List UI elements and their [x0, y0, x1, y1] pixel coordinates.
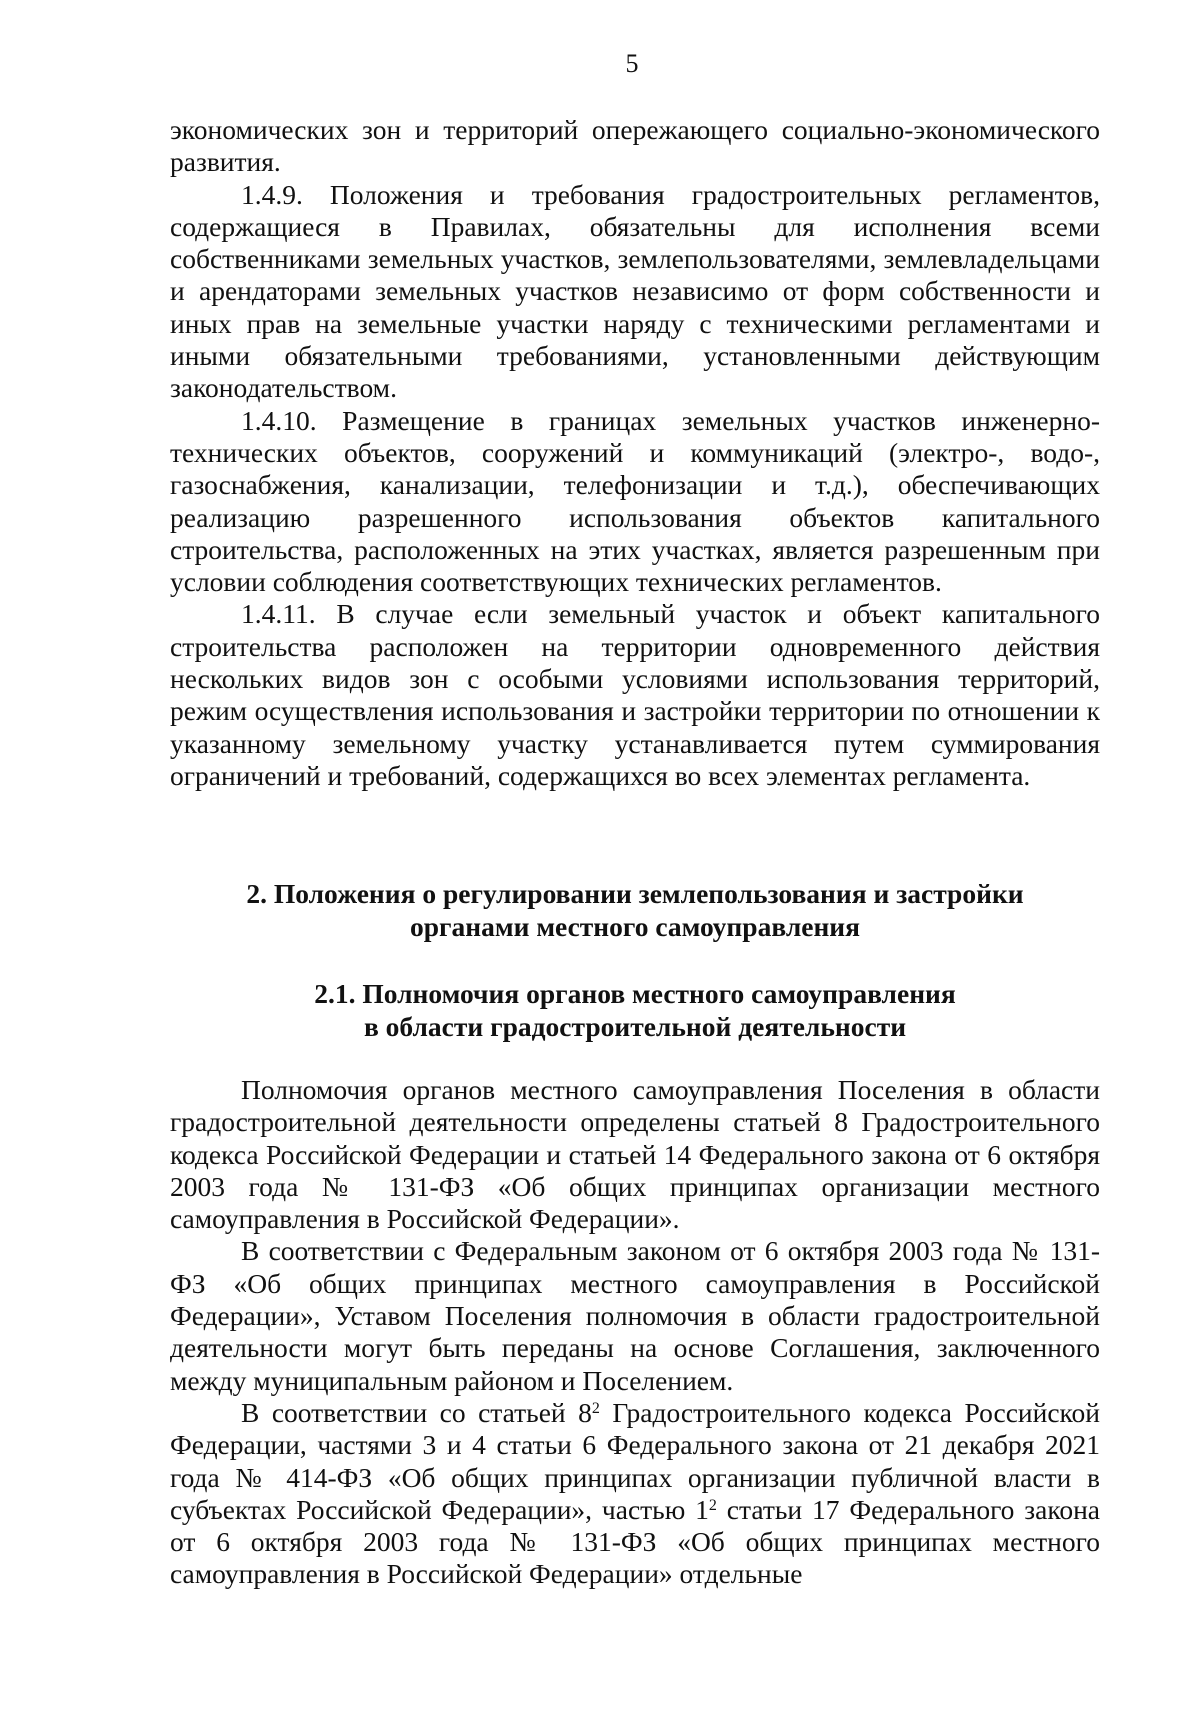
paragraph-article-text-c: статьи 17 Федерального закона от 6 октября 2003 года № 131-ФЗ «Об общих принципах местного самоуправления в Российской Федерации» отдельные: [170, 1493, 1100, 1590]
paragraph-federal-law: В соответствии с Федеральным законом от 6 октября 2003 года № 131-ФЗ «Об общих принципах местного самоуправления в Российской Федерации», Уставом Поселения полномочия в области градостроительной деятельности могут быть переданы на основе Соглашения, заключенного между муниципальным районом и Поселением.: [170, 1235, 1100, 1396]
superscript-2: 2: [708, 1496, 717, 1514]
paragraph-1-4-9: 1.4.9. Положения и требования градостроительных регламентов, содержащиеся в Правилах, обязательны для исполнения всеми собственниками земельных участков, землепользователями, землевладельцами и арендаторами земельных участков независимо от форм собственности и иных прав на земельные участки наряду с техническими регламентами и иными обязательными требованиями, установленными действующим законодательством.: [170, 178, 1100, 404]
section-2-heading: [170, 877, 1100, 943]
paragraph-1-4-11: 1.4.11. В случае если земельный участок и объект капитального строительства расположен на территории одновременного действия нескольких видов зон с особыми условиями использования территорий, режим осуществления использования и застройки территории по отношении к указанному земельному участку устанавливается путем суммирования ограничений и требований, содержащихся во всех элементах регламента.: [170, 598, 1100, 791]
paragraph-article-text-b: Градостроительного кодекса Российской Федерации, частями 3 и 4 статьи 6 Федерального закона от 21 декабря 2021 года № 414-ФЗ «Об общих принципах организации публичной власти в субъектах Российской Федерации», частью 1: [170, 1396, 1100, 1525]
page-number: 5: [625, 49, 639, 78]
section-2-1-heading: [170, 977, 1100, 1043]
section-2-heading-line-1: 2. Положения о регулировании землепользования и застройки: [246, 878, 1024, 909]
paragraph-authority: Полномочия органов местного самоуправления Поселения в области градостроительной деятельности определены статьей 8 Градостроительного кодекса Российской Федерации и статьей 14 Федерального закона от 6 октября 2003 года № 131-ФЗ «Об общих принципах организации местного самоуправления в Российской Федерации».: [170, 1074, 1100, 1235]
section-2-1-heading-line-2: в области градостроительной деятельности: [363, 1011, 907, 1042]
section-2-heading-line-2: органами местного самоуправления: [409, 911, 861, 942]
paragraph-1-4-10: 1.4.10. Размещение в границах земельных участков инженерно-технических объектов, сооружений и коммуникаций (электро-, водо-, газоснабжения, канализации, телефонизации и т.д.), обеспечивающих реализацию разрешенного использования объектов капитального строительства, расположенных на этих участках, является разрешенным при условии соблюдения соответствующих технических регламентов.: [170, 404, 1100, 598]
paragraph-article-text-a: В соответствии со статьей 8: [241, 1396, 592, 1428]
paragraph-continuation: экономических зон и территорий опережающего социально-экономического развития.: [170, 114, 1100, 178]
paragraph-article-8-2: [170, 1397, 1100, 1591]
superscript-2: 2: [591, 1399, 600, 1417]
section-2-1-heading-line-1: 2.1. Полномочия органов местного самоуправления: [314, 978, 956, 1009]
section-2-1-text: [170, 1074, 1100, 1591]
section-1-text: [170, 114, 1100, 792]
